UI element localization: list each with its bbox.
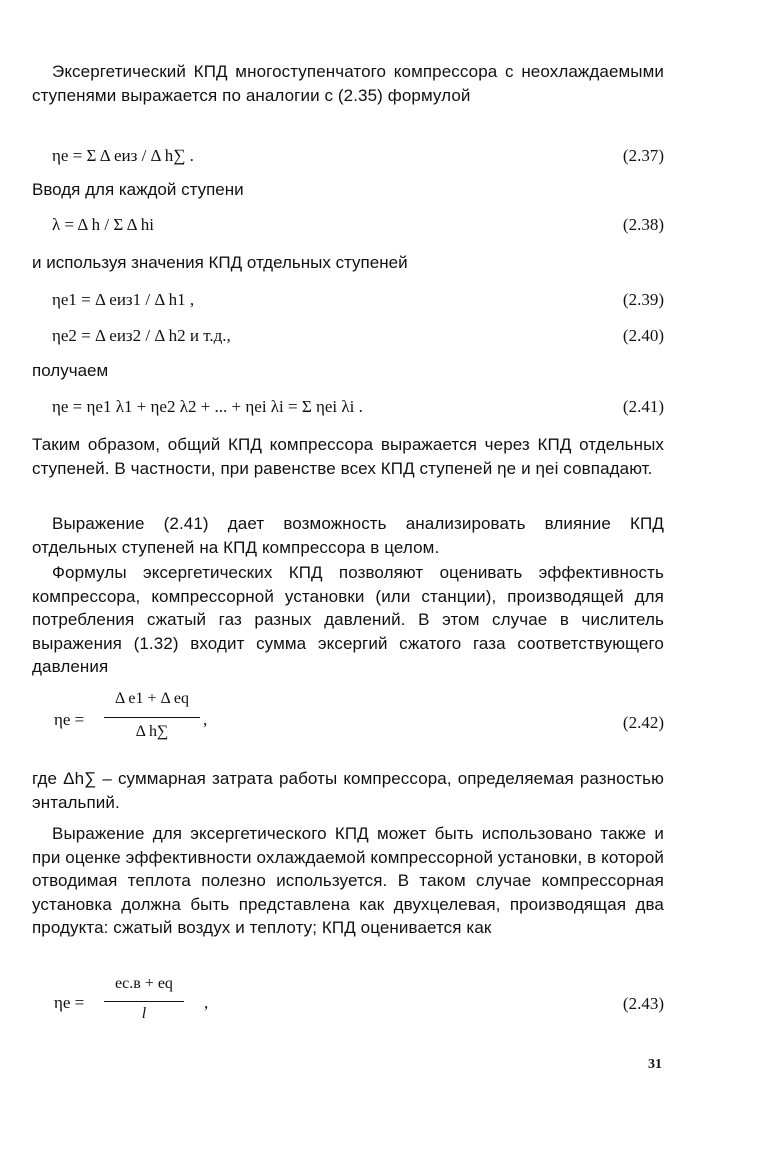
paragraph-introducing: Вводя для каждой ступени <box>32 180 244 199</box>
equation-number-2-41: (2.41) <box>622 397 664 416</box>
paragraph-we-get: получаем <box>32 361 109 380</box>
equation-2-38: λ = Δ h / Σ Δ hi <box>52 215 155 234</box>
page-number: 31 <box>648 1057 662 1072</box>
paragraph-where-sum-work: где Δh∑ – суммарная затрата работы компрессора, определяемая разностью энтальпий. <box>32 769 664 812</box>
equation-2-43-lhs: ηe = <box>54 993 85 1012</box>
paragraph-cooled-unit: Выражение для эксергетического КПД может быть использовано также и при оценке эффективности охлаждаемой компрессорной установки, в которой отводимая теплота полезно используется. В таком случае компрессорная установка должна быть представлена как двухцелевая, производящая два продукта: сжатый воздух и теплоту; КПД оценивается как <box>32 824 664 937</box>
fraction-bar <box>104 1001 184 1002</box>
paragraph-expression-241: Выражение (2.41) дает возможность анализировать влияние КПД отдельных ступеней на КПД компрессора в целом. <box>32 514 664 557</box>
paragraph-using-values: и используя значения КПД отдельных ступеней <box>32 253 408 272</box>
equation-2-42-denominator: Δ h∑ <box>135 723 169 740</box>
equation-number-2-42: (2.42) <box>622 713 664 732</box>
equation-number-2-39: (2.39) <box>622 290 664 309</box>
equation-2-43-denominator: l <box>141 1005 147 1022</box>
equation-2-39: ηe1 = Δ eиз1 / Δ h1 , <box>52 290 195 309</box>
equation-number-2-38: (2.38) <box>622 215 664 234</box>
equation-2-43-fraction <box>104 975 184 1035</box>
equation-2-42-fraction <box>104 690 200 750</box>
equation-number-2-40: (2.40) <box>622 326 664 345</box>
equation-2-42-numerator: Δ e1 + Δ eq <box>114 690 190 707</box>
equation-2-43-numerator: eс.в + eq <box>115 975 173 992</box>
equation-2-41: ηe = ηe1 λ1 + ηe2 λ2 + ... + ηei λi = Σ ηei λi . <box>52 397 363 416</box>
paragraph-overall-efficiency: Таким образом, общий КПД компрессора выражается через КПД отдельных ступеней. В частности, при равенстве всех КПД ступеней ηe и ηei совпадают. <box>32 435 664 478</box>
equation-2-42-comma: , <box>203 710 208 729</box>
equation-2-37: ηe = Σ Δ eиз / Δ h∑ . <box>52 146 194 165</box>
equation-2-42-lhs: ηe = <box>54 710 85 729</box>
equation-2-40: ηe2 = Δ eиз2 / Δ h2 и т.д., <box>52 326 231 345</box>
equation-2-43-comma: , <box>204 993 209 1012</box>
paragraph-intro: Эксергетический КПД многоступенчатого компрессора с неохлаждаемыми ступенями выражается по аналогии с (2.35) формулой <box>32 62 664 105</box>
paragraph-exergy-formulas: Формулы эксергетических КПД позволяют оценивать эффективность компрессора, компрессорной установки (или станции), производящей для потребления сжатый газ разных давлений. В этом случае в числитель выражения (1.32) входит сумма эксергий сжатого газа соответствующего давления <box>32 563 664 676</box>
equation-number-2-43: (2.43) <box>622 994 664 1013</box>
fraction-bar <box>104 717 200 718</box>
equation-number-2-37: (2.37) <box>622 146 664 165</box>
